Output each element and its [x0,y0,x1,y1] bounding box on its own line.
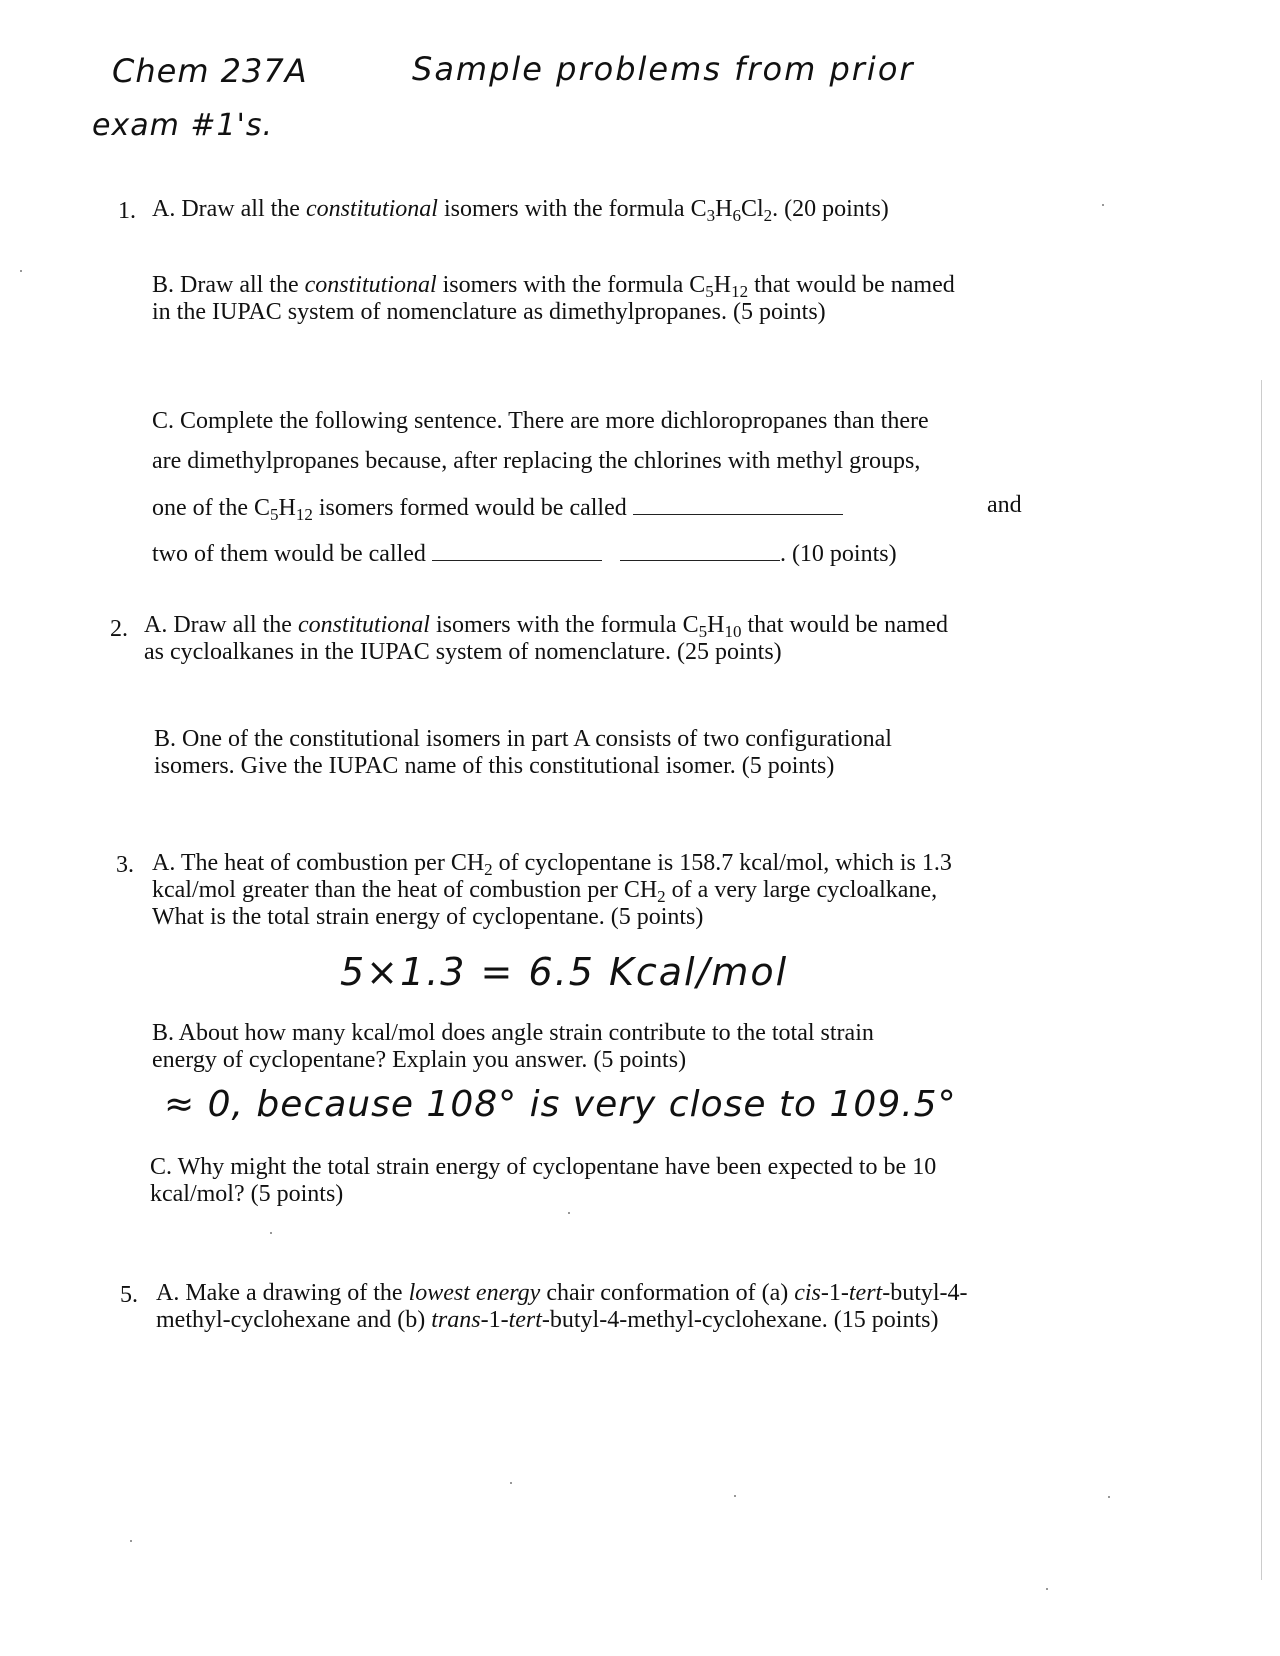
scan-edge [1261,380,1262,1580]
question-1c-line-1: C. Complete the following sentence. There are more dichloropropanes than there [152,408,929,434]
question-1-number: 1. [118,198,136,224]
question-3b: B. About how many kcal/mol does angle strain contribute to the total strain energy of cyclopentane? Explain you answer. (5 points) [152,1020,874,1073]
scan-speck [734,1495,736,1497]
answer-blank-one[interactable] [633,494,843,515]
scan-speck [1046,1588,1048,1590]
scan-speck [1102,204,1104,206]
question-2a: A. Draw all the constitutional isomers with the formula $C_5H_{10}$ that would be named as cycloalkanes in the IUPAC system of nomenclature. (25 points) [144,612,949,665]
answer-blank-two-a[interactable] [432,540,602,561]
question-1c-line-3: one of the $C_5H_{12}$ isomers formed would be called [152,494,843,522]
scan-speck [130,1540,132,1542]
answer-blank-two-b[interactable] [620,540,780,561]
question-1c-line-2: are dimethylpropanes because, after replacing the chlorines with methyl groups, [152,448,921,474]
scan-speck [270,1232,272,1234]
question-1c-line-4: two of them would be called . (10 points) [152,541,897,567]
scan-speck [568,1212,570,1214]
scan-speck [1108,1496,1110,1498]
course-heading: Chem 237A [112,52,308,90]
scan-speck [510,1482,512,1484]
question-3c: C. Why might the total strain energy of cyclopentane have been expected to be 10 kcal/mol? (5 points) [150,1154,937,1207]
handwritten-answer-3a: 5×1.3 = 6.5 Kcal/mol [340,950,789,994]
question-2b: B. One of the constitutional isomers in part A consists of two configurational isomers. Give the IUPAC name of this constitutional isomer. (5 points) [154,726,892,779]
page-subtitle: exam #1's. [92,108,273,143]
question-1a: A. Draw all the constitutional isomers with the formula $C_3H_6Cl_2$. (20 points) [152,196,889,225]
question-1b: B. Draw all the constitutional isomers with the formula $C_5H_{12}$ that would be named in the IUPAC system of nomenclature as dimethylpropanes. (5 points) [152,272,955,325]
question-3-number: 3. [116,852,134,878]
question-3a: A. The heat of combustion per $CH_2$ of cyclopentane is 158.7 kcal/mol, which is 1.3 kcal/mol greater than the heat of combustion per $CH_2$ of a very large cycloalkane, What is the total strain energy of cyclopentane. (5 points) [152,850,952,930]
handwritten-answer-3b: ≈ 0, because 108° is very close to 109.5° [164,1084,957,1125]
scan-speck [20,270,22,272]
question-1c-and: and [987,492,1022,518]
question-5a: A. Make a drawing of the lowest energy chair conformation of (a) cis-1-tert-butyl-4- methyl-cyclohexane and (b) trans-1-tert-butyl-4-methyl-cyclohexane. (15 points) [156,1280,968,1333]
question-5-number: 5. [120,1282,138,1308]
question-2-number: 2. [110,616,128,642]
page-title: Sample problems from prior [412,50,915,88]
